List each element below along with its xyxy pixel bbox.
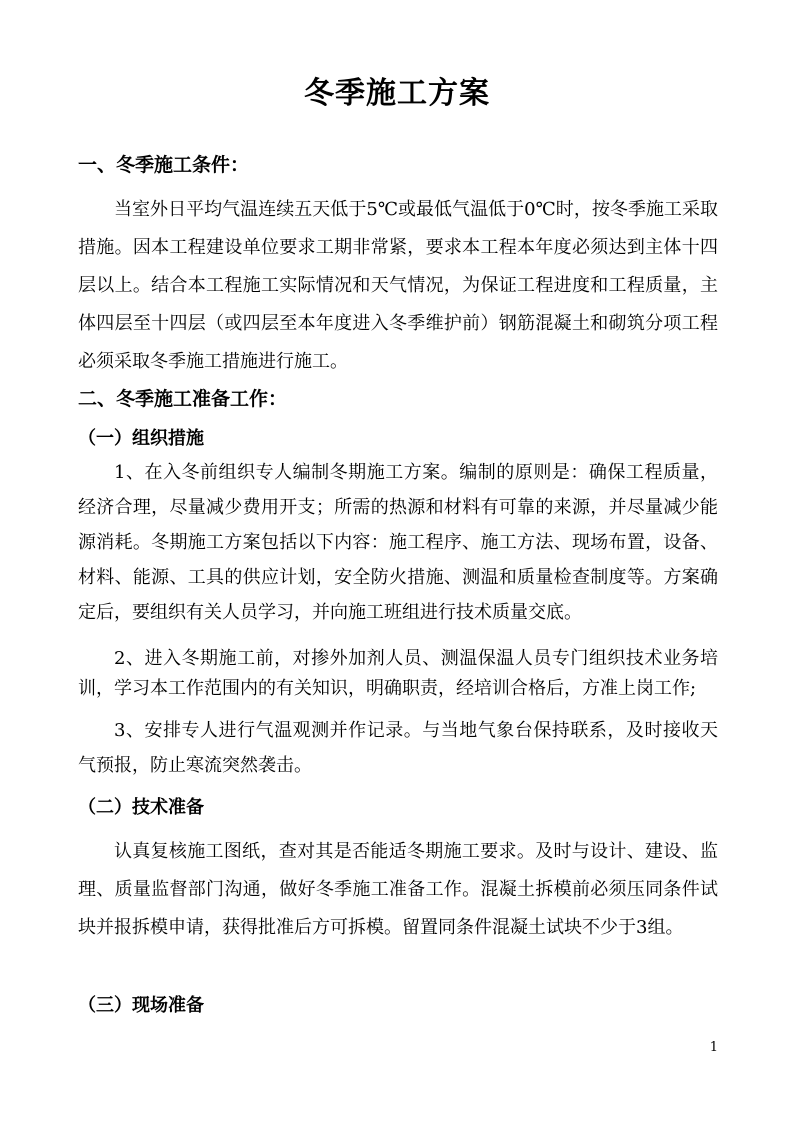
organization-paragraph-2: 2、进入冬期施工前，对掺外加剂人员、测温保温人员专门组织技术业务培训，学习本工作范围内的有关知识，明确职责，经培训合格后，方准上岗工作; <box>78 648 718 699</box>
organization-paragraph-3: 3、安排专人进行气温观测并作记录。与当地气象台保持联系，及时接收天气预报，防止寒流突然袭击。 <box>78 720 718 776</box>
page-number: 1 <box>709 1040 718 1055</box>
conditions-paragraph: 当室外日平均气温连续五天低于5℃或最低气温低于0℃时，按冬季施工采取措施。因本工程建设单位要求工期非常紧，要求本工程本年度必须达到主体十四层以上。结合本工程施工实际情况和天气情况，为保证工程进度和工程质量，主体四层至十四层（或四层至本年度进入冬季维护前）钢筋混凝土和砌筑分项工程必须采取冬季施工措施进行施工。 <box>78 199 718 372</box>
technical-paragraph: 认真复核施工图纸，查对其是否能适冬期施工要求。及时与设计、建设、监理、质量监督部门沟通，做好冬季施工准备工作。混凝土拆模前必须压同条件试块并报拆模申请，获得批准后方可拆模。留置同条件混凝土试块不少于3组。 <box>78 841 718 938</box>
document-title: 冬季施工方案 <box>304 76 490 111</box>
section-heading-conditions: 一、冬季施工条件： <box>78 154 250 176</box>
subsection-heading-technical: （二）技术准备 <box>78 797 204 818</box>
subsection-heading-organization: （一）组织措施 <box>78 428 204 449</box>
subsection-heading-site: （三）现场准备 <box>78 995 204 1016</box>
section-heading-preparation: 二、冬季施工准备工作： <box>78 388 288 410</box>
organization-paragraph-1: 1、在入冬前组织专人编制冬期施工方案。编制的原则是：确保工程质量，经济合理，尽量减少费用开支；所需的热源和材料有可靠的来源，并尽量减少能源消耗。冬期施工方案包括以下内容：施工程序、施工方法、现场布置，设备、材料、能源、工具的供应计划，安全防火措施、测温和质量检查制度等。方案确定后，要组织有关人员学习，并向施工班组进行技术质量交底。 <box>78 462 718 623</box>
